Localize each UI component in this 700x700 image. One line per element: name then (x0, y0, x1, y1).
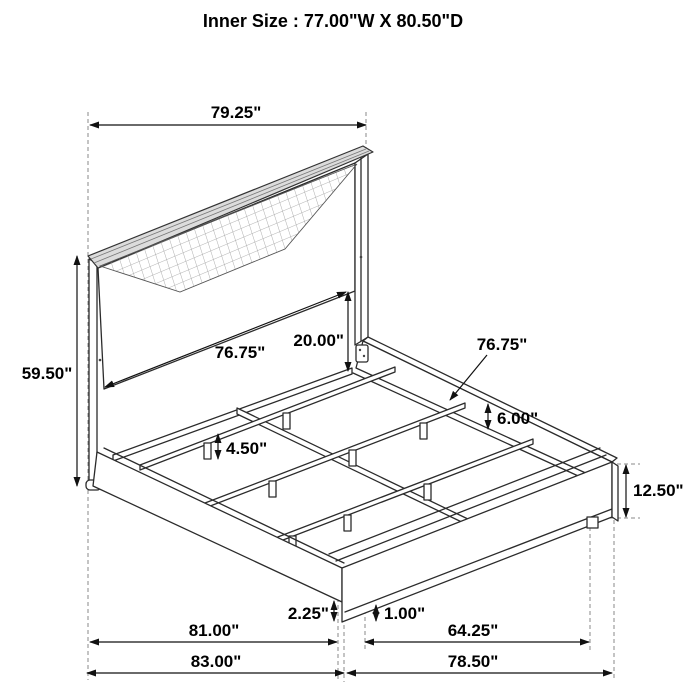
dim-overall-width (87, 652, 344, 673)
slat (140, 367, 395, 470)
dim-label-headboard-panel-width: 76.75" (214, 343, 266, 362)
dim-label-overall-depth: 78.50" (447, 652, 499, 671)
diagram-title: Inner Size : 77.00"W X 80.50"D (202, 11, 464, 31)
bed-frame (93, 337, 618, 622)
dim-label-footboard-trim: 1.00" (384, 604, 426, 623)
dim-label-side-rail-height: 6.00" (497, 409, 539, 428)
dim-label-headboard-panel-height: 20.00" (293, 331, 344, 350)
dim-footboard-height (626, 465, 684, 517)
dim-label-footboard-height: 12.50" (633, 481, 684, 500)
dim-label-slat-leg-height: 4.50" (226, 439, 268, 458)
dim-inner-length (90, 621, 337, 642)
dim-headboard-width-top (90, 103, 366, 125)
pilot-hole-dot (360, 256, 363, 259)
dim-label-inner-length: 81.00" (188, 621, 240, 640)
dim-footboard-trim (376, 604, 425, 623)
dim-footboard-span (365, 621, 589, 642)
footboard-end-cap (612, 462, 618, 521)
rail-bracket (356, 345, 368, 362)
dim-footboard-corner-drop (288, 601, 334, 623)
dim-overall-depth (347, 652, 612, 673)
dim-label-overall-width: 83.00" (190, 652, 242, 671)
right-rail-top (363, 337, 617, 462)
footboard-leg (587, 517, 598, 528)
dim-label-footboard-span: 64.25" (447, 621, 499, 640)
dim-label-slat-length: 76.75" (476, 335, 528, 354)
dim-label-headboard-width-top: 79.25" (210, 103, 262, 122)
dim-label-footboard-corner-drop: 2.25" (287, 604, 329, 623)
pilot-hole-dot (99, 359, 102, 362)
headboard-left-leg (89, 259, 97, 486)
dim-headboard-height (22, 256, 77, 486)
dim-label-headboard-height: 59.50" (21, 364, 73, 383)
